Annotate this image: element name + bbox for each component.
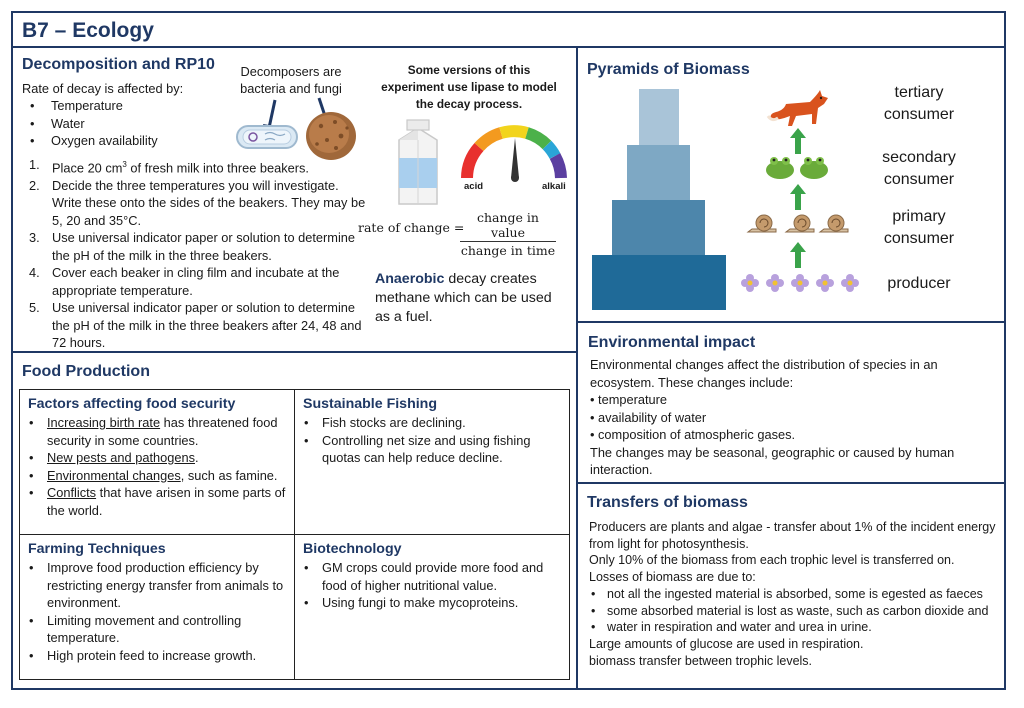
pyramid-tertiary-bar xyxy=(639,89,679,146)
underlined-term: Conflicts xyxy=(47,485,97,500)
label-line: tertiary xyxy=(894,84,944,101)
food-production-heading: Food Production xyxy=(22,363,150,380)
transfers-paragraph: Only 10% of the biomass from each trophic level is transferred on. xyxy=(589,553,955,568)
decomposition-heading: Decomposition and RP10 xyxy=(22,56,215,73)
formula-numerator: change in value xyxy=(460,210,556,242)
env-intro: Environmental changes affect the distribution of species in an ecosystem. These changes include: xyxy=(590,357,938,390)
list-item: • Water xyxy=(22,115,158,133)
tertiary-consumer-label xyxy=(864,82,974,126)
transfers-heading: Transfers of biomass xyxy=(587,494,748,511)
pyramids-heading: Pyramids of Biomass xyxy=(587,61,750,78)
environmental-impact-section xyxy=(576,321,1006,484)
secondary-consumer-label xyxy=(864,147,974,191)
list-item: • Improve food production efficiency by restricting energy transfer from animals to environment. xyxy=(28,559,286,612)
label-line: producer xyxy=(887,275,951,292)
transfers-paragraph: Producers are plants and algae - transfer about 1% of the incident energy from light for photosynthesis. xyxy=(589,520,996,551)
snail-icon xyxy=(746,212,850,236)
list-item: • temperature xyxy=(590,392,668,407)
item-text: that have arisen in some parts of the world. xyxy=(47,485,286,518)
method-steps xyxy=(22,156,367,352)
list-item: • composition of atmospheric gases. xyxy=(590,427,796,442)
transfers-paragraph: Large amounts of glucose are used in respiration. xyxy=(589,636,864,651)
page-title: B7 – Ecology xyxy=(22,19,154,42)
method-step: Use universal indicator paper or solution to determine the pH of the milk in the three beakers. xyxy=(52,230,356,263)
anaerobic-note xyxy=(375,270,565,327)
list-item: • availability of water xyxy=(590,409,707,425)
list-item xyxy=(28,449,286,467)
producer-label xyxy=(864,273,974,295)
list-item xyxy=(28,414,286,449)
formula-denominator: change in time xyxy=(460,243,556,258)
farming-techniques-list xyxy=(28,559,286,664)
anaerobic-text: decay creates methane which can be used as a fuel. xyxy=(375,271,552,325)
method-step: Place 20 $cm^3$ of fresh milk into three beakers. xyxy=(52,160,309,176)
gauge-alkali-label: alkali xyxy=(542,181,566,192)
food-security-list xyxy=(28,414,286,519)
food-production-table xyxy=(19,389,570,680)
method-step: Cover each beaker in cling film and incubate at the appropriate temperature. xyxy=(52,265,340,298)
env-outro: The changes may be seasonal, geographic or caused by human interaction. xyxy=(590,444,955,477)
list-item xyxy=(28,484,286,519)
rate-formula xyxy=(358,210,558,258)
label-line: consumer xyxy=(883,106,955,123)
food-production-section xyxy=(11,351,578,690)
ph-gauge-icon xyxy=(459,124,569,184)
label-line: consumer xyxy=(883,230,955,247)
underlined-term: Increasing birth rate xyxy=(47,415,161,430)
lipase-note: Some versions of this experiment use lipase to model the decay process. xyxy=(381,63,557,111)
sustainable-fishing-list xyxy=(303,414,561,467)
label-line: secondary xyxy=(882,149,956,166)
food-security-title: Factors affecting food security xyxy=(28,396,236,412)
underlined-term: Environmental changes xyxy=(47,467,181,483)
pyramids-section xyxy=(576,46,1006,323)
environmental-impact-body xyxy=(590,356,995,479)
transfers-body xyxy=(589,519,1001,669)
arrow-up-icon xyxy=(790,184,806,210)
sustainable-fishing-cell xyxy=(295,390,569,535)
list-item: • water in respiration and water and urea in urine. xyxy=(589,619,1001,636)
pyramid-primary-bar xyxy=(612,200,705,256)
food-security-cell xyxy=(20,390,295,535)
list-item: • GM crops could provide more food and food of higher nutritional value. xyxy=(303,559,561,594)
list-item: • some absorbed material is lost as waste, such as carbon dioxide and xyxy=(589,603,1001,620)
list-item: • High protein feed to increase growth. xyxy=(28,647,286,665)
method-step: Decide the three temperatures you will investigate. Write these onto the sides of the beakers. They may be 5, 20 and 35°C. xyxy=(52,177,366,228)
item-text: has threatened food security in some countries. xyxy=(47,415,278,448)
list-item: • Fish stocks are declining. xyxy=(303,414,561,432)
pyramid-producer-bar xyxy=(592,255,726,310)
fungus-icon xyxy=(303,110,359,162)
label-line: consumer xyxy=(883,171,955,188)
label-line: primary xyxy=(892,208,946,225)
list-item: • Oxygen availability xyxy=(22,132,158,150)
fox-icon xyxy=(766,86,834,130)
biotechnology-list xyxy=(303,559,561,612)
environmental-impact-heading: Environmental impact xyxy=(588,334,756,351)
rate-intro: Rate of decay is affected by: xyxy=(22,81,184,96)
method-step: Use universal indicator paper or solution to determine the pH of the milk in the three beakers after 24, 48 and 72 hours. xyxy=(52,300,362,351)
item-text: . xyxy=(194,450,199,465)
underlined-term: New pests and pathogens xyxy=(47,450,195,465)
farming-techniques-title: Farming Techniques xyxy=(28,541,166,557)
flower-icon xyxy=(738,272,862,296)
biotechnology-cell xyxy=(295,535,569,679)
transfers-paragraph: Losses of biomass are due to: xyxy=(589,570,756,585)
item-text: , such as famine. xyxy=(180,467,278,483)
list-item: • not all the ingested material is absorbed, some is egested as faeces xyxy=(589,586,1001,603)
decomposers-label: Decomposers are bacteria and fungi xyxy=(240,64,342,96)
transfers-section xyxy=(576,482,1006,690)
frog-icon xyxy=(764,154,832,182)
decay-factor-list xyxy=(22,97,158,150)
farming-techniques-cell xyxy=(20,535,295,679)
title-bar xyxy=(11,11,1006,48)
anaerobic-term: Anaerobic xyxy=(375,271,445,287)
sustainable-fishing-title: Sustainable Fishing xyxy=(303,396,438,412)
primary-consumer-label xyxy=(864,206,974,250)
pyramid-secondary-bar xyxy=(627,145,690,201)
arrow-up-icon xyxy=(790,128,806,154)
formula-fraction xyxy=(460,210,556,258)
milk-carton-icon xyxy=(395,118,441,206)
list-item: • Temperature xyxy=(22,97,158,115)
biotechnology-title: Biotechnology xyxy=(303,541,402,557)
formula-lhs: rate of change = xyxy=(358,220,465,235)
list-item: • Limiting movement and controlling temperature. xyxy=(28,612,286,647)
list-item: • Controlling net size and using fishing quotas can help reduce decline. xyxy=(303,432,561,467)
biomass-loss-list xyxy=(589,586,1001,636)
transfers-paragraph: biomass transfer between trophic levels. xyxy=(589,653,813,668)
list-item: • Using fungi to make mycoproteins. xyxy=(303,594,561,612)
bacteria-icon xyxy=(235,124,299,150)
arrow-up-icon xyxy=(790,242,806,268)
gauge-acid-label: acid xyxy=(464,181,484,192)
list-item xyxy=(28,467,286,485)
decomposition-section xyxy=(11,46,578,353)
